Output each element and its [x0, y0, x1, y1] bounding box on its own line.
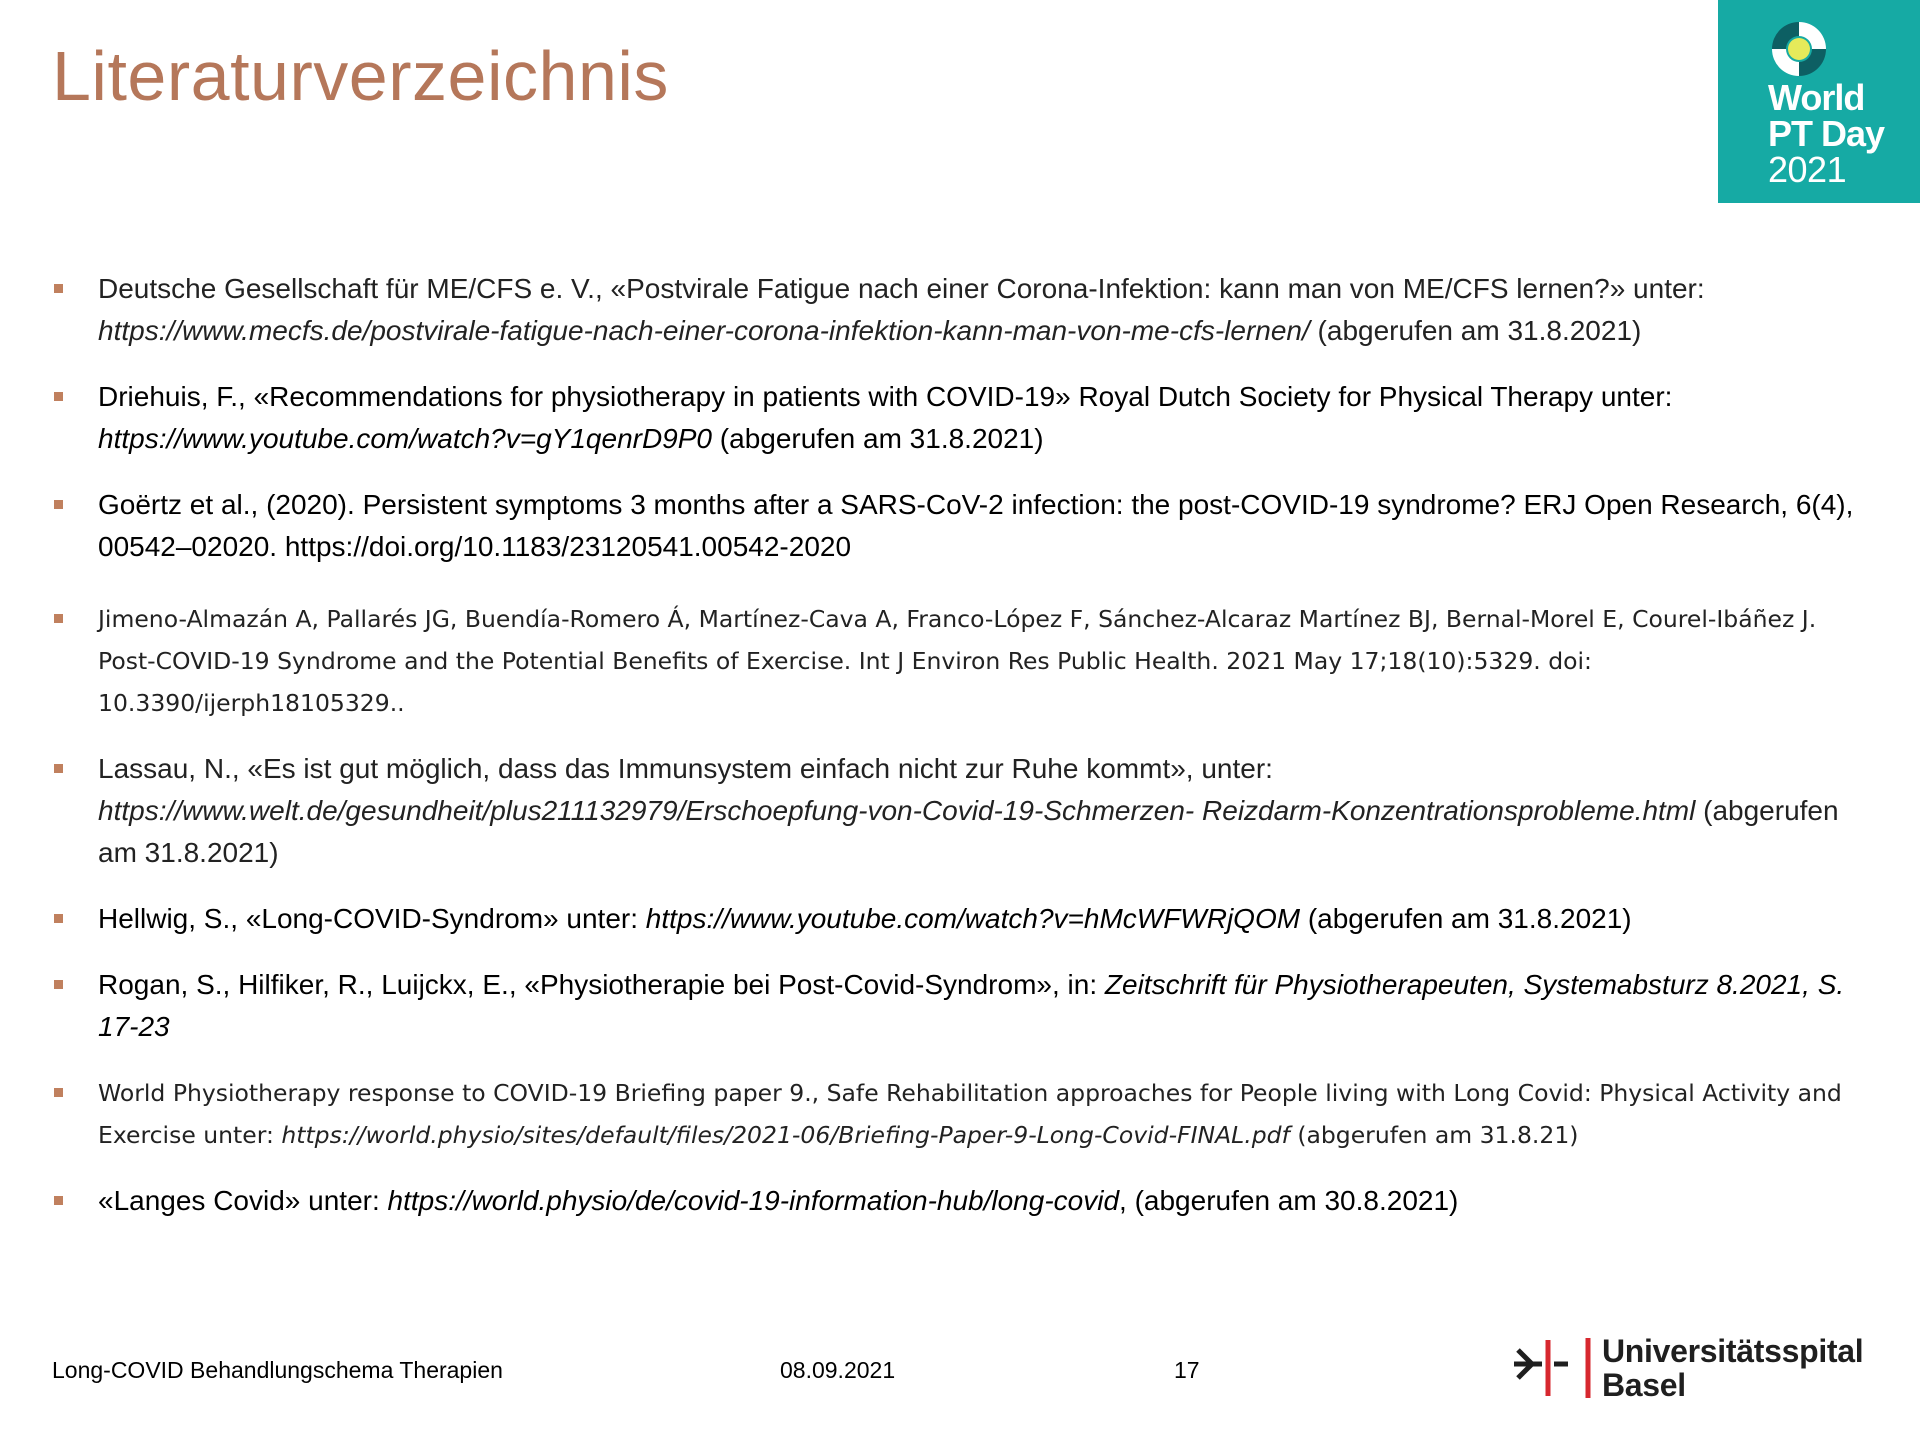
- reference-text: World Physiotherapy response to COVID-19 Briefing paper 9., Safe Rehabilitation approaches for People living with Long Covid: Physical Activity and Exercise unter:: [98, 1079, 1842, 1149]
- reference-list: [50, 268, 1880, 1222]
- reference-item: [50, 964, 1880, 1048]
- footer-presentation-title: Long-COVID Behandlungschema Therapien: [52, 1357, 503, 1383]
- pt-day-emblem-icon: [1768, 18, 1830, 80]
- page-title: Literaturverzeichnis: [52, 37, 669, 115]
- reference-text: (abgerufen am 31.8.21): [1289, 1121, 1579, 1149]
- square-bullet-icon: [54, 764, 63, 773]
- reference-item: [50, 268, 1880, 352]
- square-bullet-icon: [54, 980, 63, 989]
- reference-link[interactable]: https://www.youtube.com/watch?v=gY1qenrD9P0: [98, 423, 713, 454]
- reference-text: Deutsche Gesellschaft für ME/CFS e. V., «Postvirale Fatigue nach einer Corona-Infektion: kann man von ME/CFS lernen?» unter:: [98, 273, 1705, 304]
- reference-link[interactable]: https://www.welt.de/gesundheit/plus211132979/Erschoepfung-von-Covid-19-Schmerzen- Reizdarm-Konzentrationsprobleme.html: [98, 795, 1696, 826]
- world-pt-day-logo: [1718, 0, 1920, 203]
- square-bullet-icon: [54, 284, 63, 293]
- badge-line-world: World: [1768, 77, 1865, 118]
- usb-name-line2: Basel: [1602, 1367, 1686, 1403]
- reference-text: (abgerufen am 31.8.2021): [1300, 903, 1632, 934]
- square-bullet-icon: [54, 1196, 63, 1205]
- reference-link[interactable]: https://www.mecfs.de/postvirale-fatigue-nach-einer-corona-infektion-kann-man-von-me-cfs-lernen/: [98, 315, 1310, 346]
- reference-link[interactable]: Zeitschrift für Physiotherapeuten, Systemabsturz 8.2021, S. 17-23: [98, 969, 1845, 1042]
- reference-text: Goërtz et al., (2020). Persistent symptoms 3 months after a SARS-CoV-2 infection: the post-COVID-19 syndrome? ERJ Open Research, 6(4), 00542–02020. https://doi.org/10.1183/23120541.00542-2020: [98, 489, 1854, 562]
- reference-item: [50, 1072, 1880, 1156]
- footer-page-number: 17: [1174, 1357, 1200, 1383]
- reference-item: [50, 376, 1880, 460]
- square-bullet-icon: [54, 614, 63, 623]
- reference-text: Jimeno-Almazán A, Pallarés JG, Buendía-Romero Á, Martínez-Cava A, Franco-López F, Sánchez-Alcaraz Martínez BJ, Bernal-Morel E, Courel-Ibáñez J. Post-COVID-19 Syndrome and the Potential Benefits of Exercise. Int J Environ Res Public Health. 2021 May 17;18(10):5329. doi: 10.3390/ijerph18105329..: [98, 605, 1817, 717]
- reference-item: [50, 748, 1880, 874]
- reference-text: (abgerufen am 31.8.2021): [712, 423, 1044, 454]
- reference-item: [50, 1180, 1880, 1222]
- reference-item: [50, 484, 1880, 568]
- square-bullet-icon: [54, 392, 63, 401]
- reference-text: , (abgerufen am 30.8.2021): [1119, 1185, 1459, 1216]
- usb-emblem-icon: [1512, 1336, 1592, 1400]
- reference-link[interactable]: https://world.physio/sites/default/files/2021-06/Briefing-Paper-9-Long-Covid-FINAL.pdf: [281, 1121, 1290, 1149]
- usb-name-line1: Universitätsspital: [1602, 1333, 1864, 1369]
- badge-line-ptday: PT Day: [1768, 113, 1885, 154]
- reference-link[interactable]: https://www.youtube.com/watch?v=hMcWFWRjQOM: [645, 903, 1301, 934]
- footer-date: 08.09.2021: [780, 1357, 896, 1383]
- reference-item: [50, 598, 1880, 724]
- reference-text: Lassau, N., «Es ist gut möglich, dass das Immunsystem einfach nicht zur Ruhe kommt», unter:: [98, 753, 1273, 784]
- square-bullet-icon: [54, 1088, 63, 1097]
- reference-text: «Langes Covid» unter:: [98, 1185, 388, 1216]
- reference-text: (abgerufen am 31.8.2021): [1309, 315, 1642, 346]
- badge-line-year: 2021: [1768, 149, 1847, 190]
- square-bullet-icon: [54, 914, 63, 923]
- reference-text: Driehuis, F., «Recommendations for physiotherapy in patients with COVID-19» Royal Dutch Society for Physical Therapy unter:: [98, 381, 1673, 412]
- reference-text: Hellwig, S., «Long-COVID-Syndrom» unter:: [98, 903, 646, 934]
- reference-text: Rogan, S., Hilfiker, R., Luijckx, E., «Physiotherapie bei Post-Covid-Syndrom», in:: [98, 969, 1105, 1000]
- reference-link[interactable]: https://world.physio/de/covid-19-information-hub/long-covid: [387, 1185, 1120, 1216]
- reference-item: [50, 898, 1880, 940]
- universitaetsspital-basel-logo: [1512, 1334, 1872, 1404]
- reference-text: (abgerufen am 31.8.2021): [98, 795, 1839, 868]
- square-bullet-icon: [54, 500, 63, 509]
